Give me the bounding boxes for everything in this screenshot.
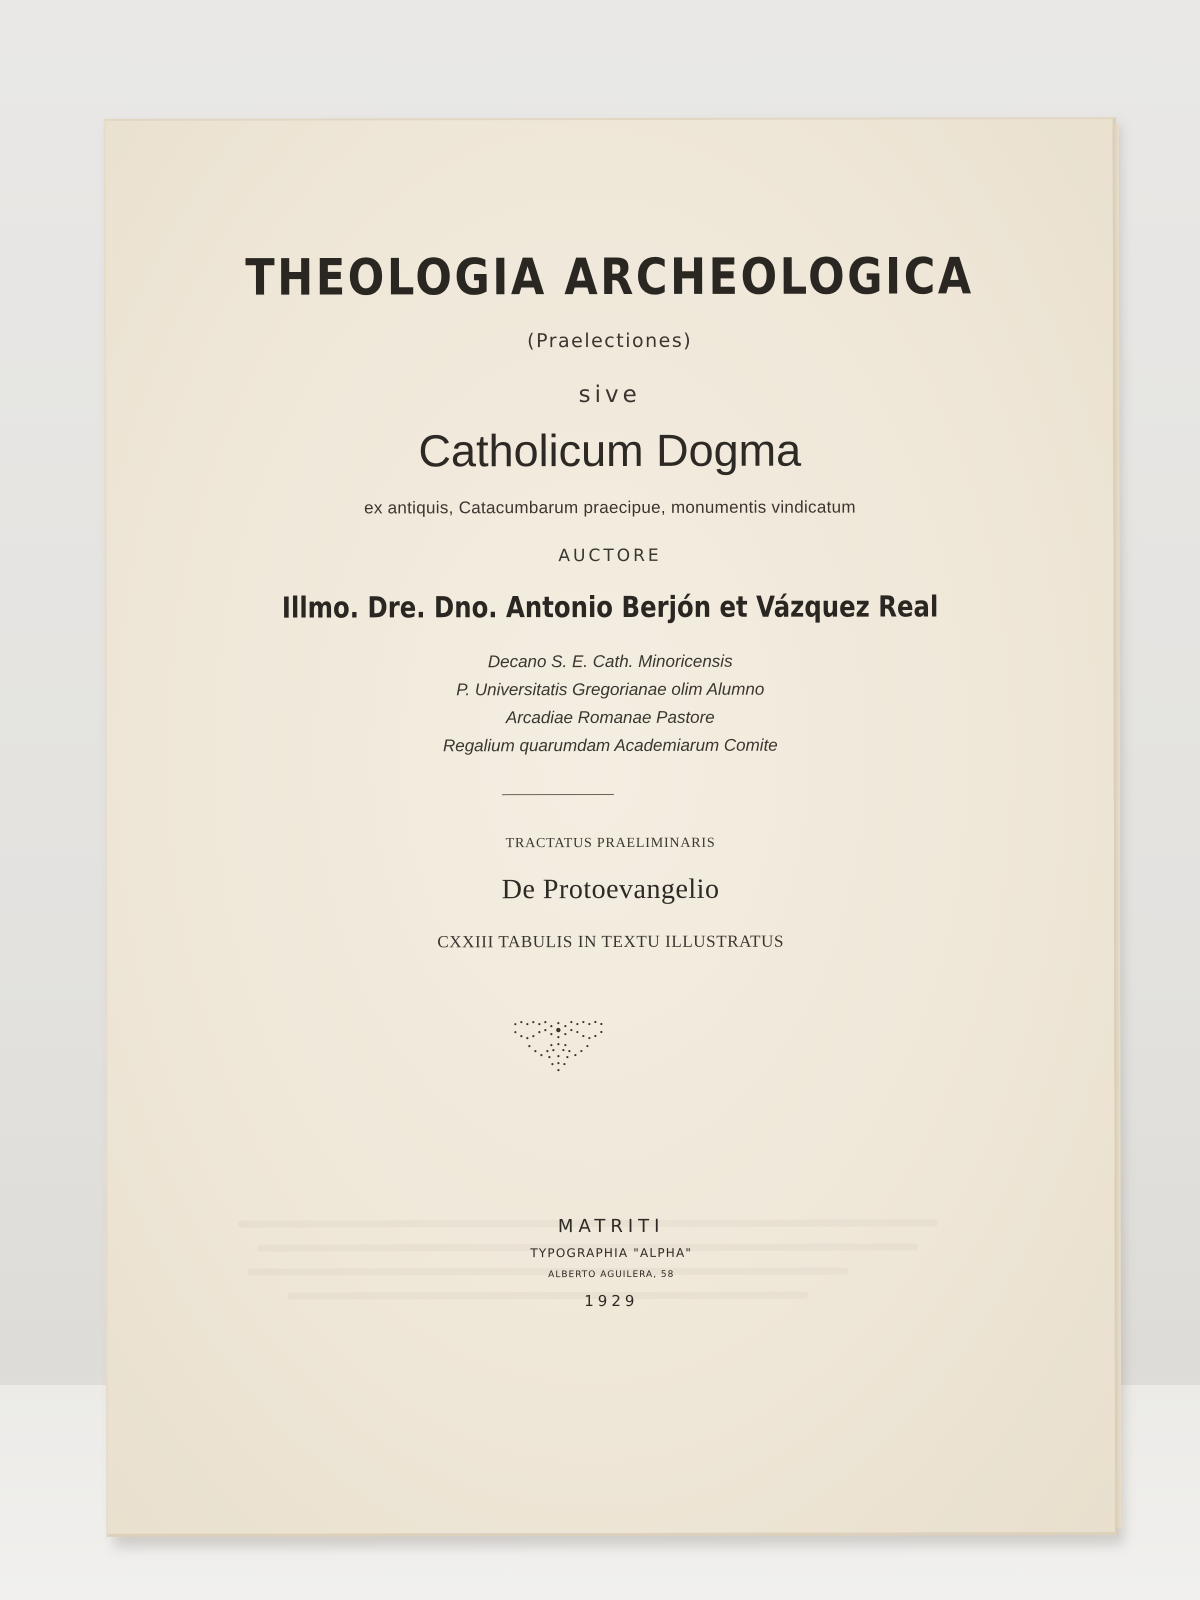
- conjunction-text: sive: [578, 381, 641, 409]
- imprint-year: 1929: [584, 1291, 639, 1311]
- credential-line: P. Universitatis Gregorianae olim Alumno: [456, 679, 765, 700]
- credential-line: Regalium quarumdam Academiarum Comite: [442, 735, 778, 756]
- title-description: ex antiquis, Catacumbarum praecipue, monumentis vindicatum: [364, 497, 856, 518]
- ornament-icon: [511, 1018, 605, 1074]
- author-credentials: [107, 647, 1114, 761]
- main-title: Catholicum Dogma: [418, 424, 802, 477]
- credential-line: Arcadiae Romanae Pastore: [505, 707, 715, 728]
- tractatus-label: TRACTATUS PRAELIMINARIS: [505, 835, 716, 852]
- imprint-printer: TYPOGRAPHIA "ALPHA": [530, 1245, 693, 1261]
- treatise-title: De Protoevangelio: [501, 873, 720, 906]
- book-cover: [104, 117, 1118, 1537]
- author-name: Illmo. Dre. Dno. Antonio Berjón et Vázquez Real: [281, 589, 939, 625]
- imprint-city: MATRITI: [557, 1215, 665, 1238]
- book-subtitle: (Praelectiones): [527, 329, 693, 353]
- book-title: THEOLOGIA ARCHEOLOGICA: [245, 247, 974, 307]
- imprint-address: ALBERTO AGUILERA, 58: [548, 1269, 675, 1281]
- auctore-label: AUCTORE: [558, 545, 662, 567]
- credential-line: Decano S. E. Cath. Minoricensis: [487, 651, 733, 672]
- illustrations-note: CXXIII TABULIS IN TEXTU ILLUSTRATUS: [437, 931, 785, 952]
- divider-rule: [502, 794, 614, 795]
